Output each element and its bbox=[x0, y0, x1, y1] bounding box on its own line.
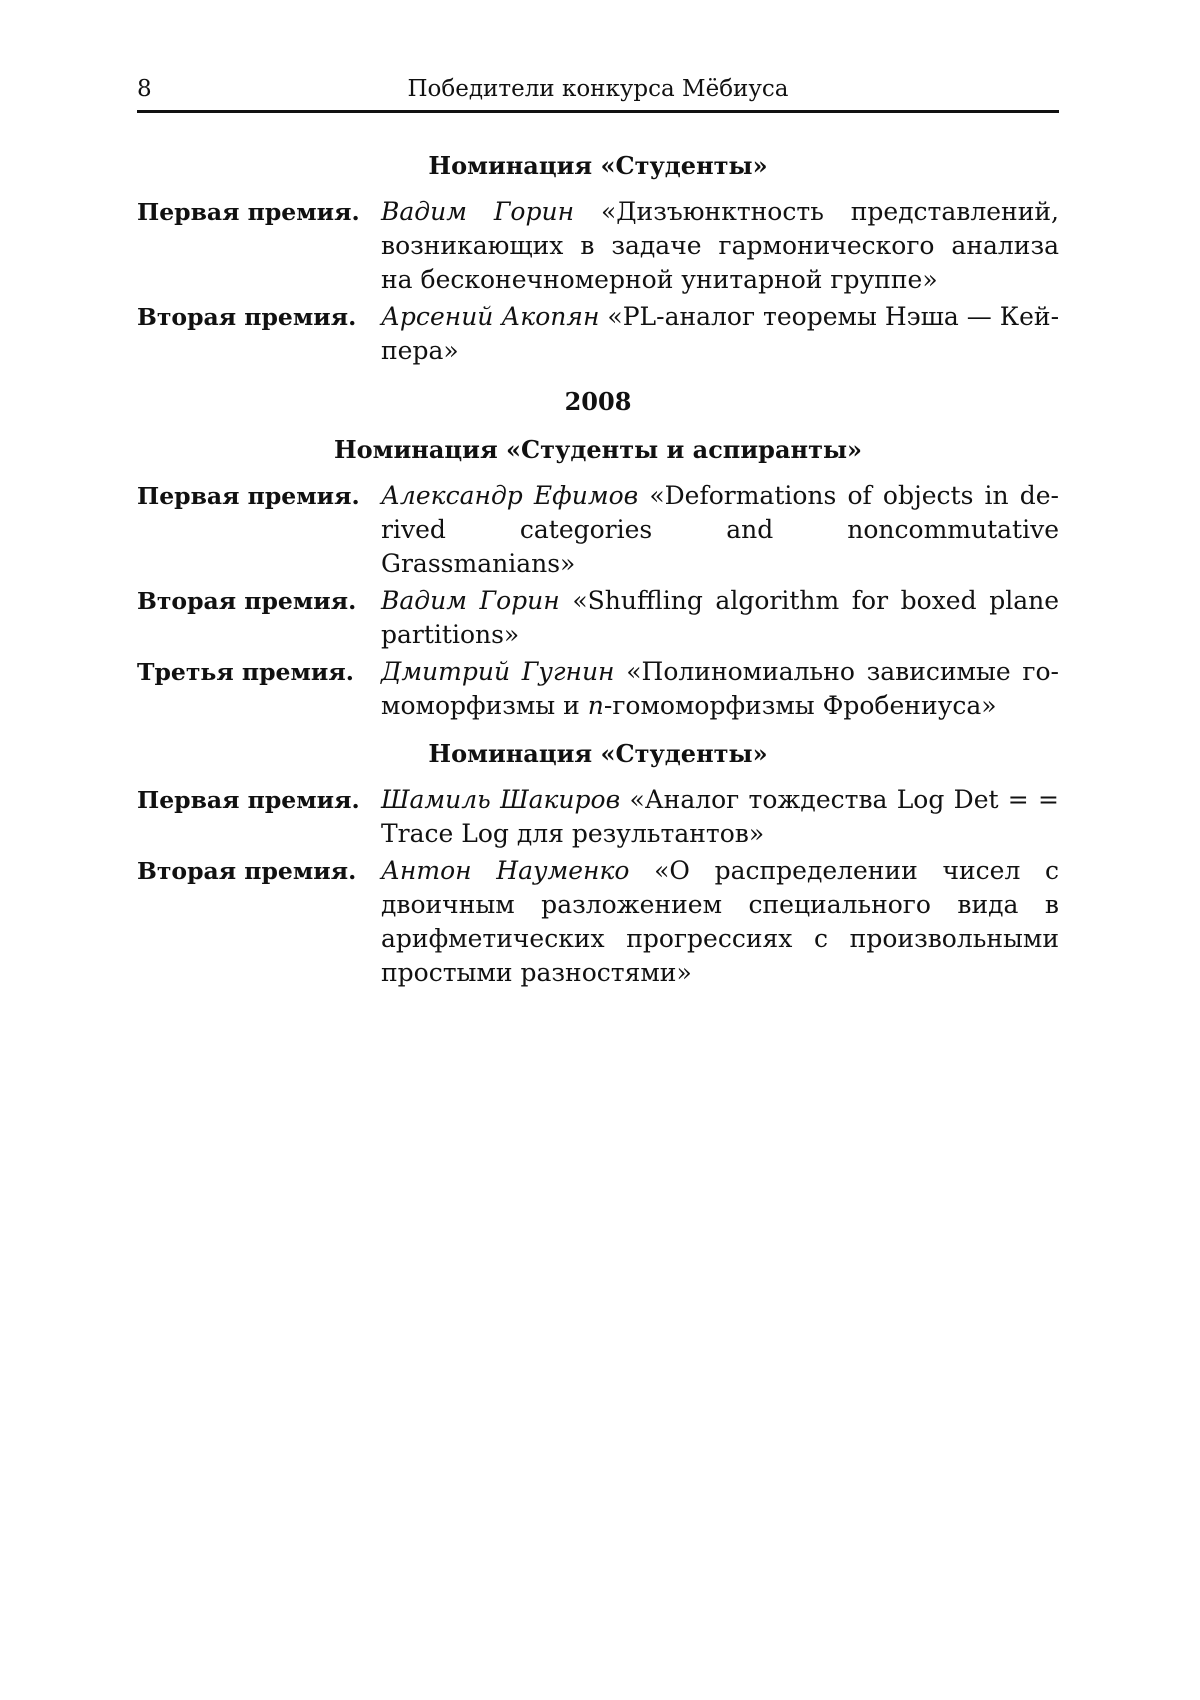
work-title: «Shuffling algorithm for boxed plane partitions» bbox=[381, 586, 1059, 649]
prize-label: Вторая премия. bbox=[137, 857, 357, 885]
nomination-heading: Номинация «Студенты и аспиранты» bbox=[333, 435, 863, 464]
author-name: Вадим Горин bbox=[381, 197, 575, 226]
prize-label: Первая премия. bbox=[137, 786, 360, 814]
running-title: Победители конкурса Мёбиуса bbox=[407, 76, 789, 102]
prize-label: Первая премия. bbox=[137, 198, 360, 226]
work-title: «Аналог тождества Log Det = = Trace Log для результантов» bbox=[381, 785, 1059, 848]
prize-label: Первая премия. bbox=[137, 482, 360, 510]
prize-entry bbox=[137, 655, 1059, 723]
work-title: «Дизъюнктность представлений, возникающих в задаче гармонического анализа на бесконечномерной унитарной группе» bbox=[381, 197, 1059, 294]
prize-entry bbox=[137, 854, 1059, 990]
author-name: Арсений Акопян bbox=[381, 302, 600, 331]
prize-description bbox=[381, 584, 1059, 652]
work-title: «О распределении чисел с двоичным разложением специального вида в арифметических прогрессиях с произвольными простыми разностями» bbox=[381, 856, 1059, 987]
nomination-heading: Номинация «Студенты» bbox=[428, 739, 768, 768]
prize-description bbox=[381, 479, 1059, 581]
math-variable-n: n bbox=[587, 691, 604, 720]
author-name: Александр Ефимов bbox=[381, 481, 639, 510]
running-head bbox=[137, 72, 1059, 113]
document-page bbox=[137, 72, 1059, 993]
work-title-part: «Полиномиально зависимые гомоморфизмы и bbox=[381, 657, 1059, 720]
author-name: Вадим Горин bbox=[381, 586, 560, 615]
prize-entry bbox=[137, 479, 1059, 581]
author-name: Шамиль Шакиров bbox=[381, 785, 621, 814]
prize-description bbox=[381, 655, 1059, 723]
prize-entry bbox=[137, 300, 1059, 368]
nomination-heading: Номинация «Студенты» bbox=[428, 151, 768, 180]
prize-description bbox=[381, 854, 1059, 990]
prize-description bbox=[381, 195, 1059, 297]
year-heading: 2008 bbox=[564, 387, 632, 416]
page-number: 8 bbox=[137, 76, 152, 102]
author-name: Антон Науменко bbox=[381, 856, 630, 885]
prize-label: Вторая премия. bbox=[137, 587, 357, 615]
prize-description bbox=[381, 300, 1059, 368]
work-title: «PL-аналог теоремы Нэша — Кейпера» bbox=[381, 302, 1060, 365]
work-title-part: -гомоморфизмы Фробениуса» bbox=[603, 691, 997, 720]
prize-entry bbox=[137, 783, 1059, 851]
author-name: Дмитрий Гугнин bbox=[381, 657, 615, 686]
prize-label: Третья премия. bbox=[137, 658, 354, 686]
work-title: «Deformations of objects in derived categories and noncommutative Grassmanians» bbox=[381, 481, 1059, 578]
prize-entry bbox=[137, 584, 1059, 652]
prize-label: Вторая премия. bbox=[137, 303, 357, 331]
prize-description bbox=[381, 783, 1059, 851]
prize-entry bbox=[137, 195, 1059, 297]
